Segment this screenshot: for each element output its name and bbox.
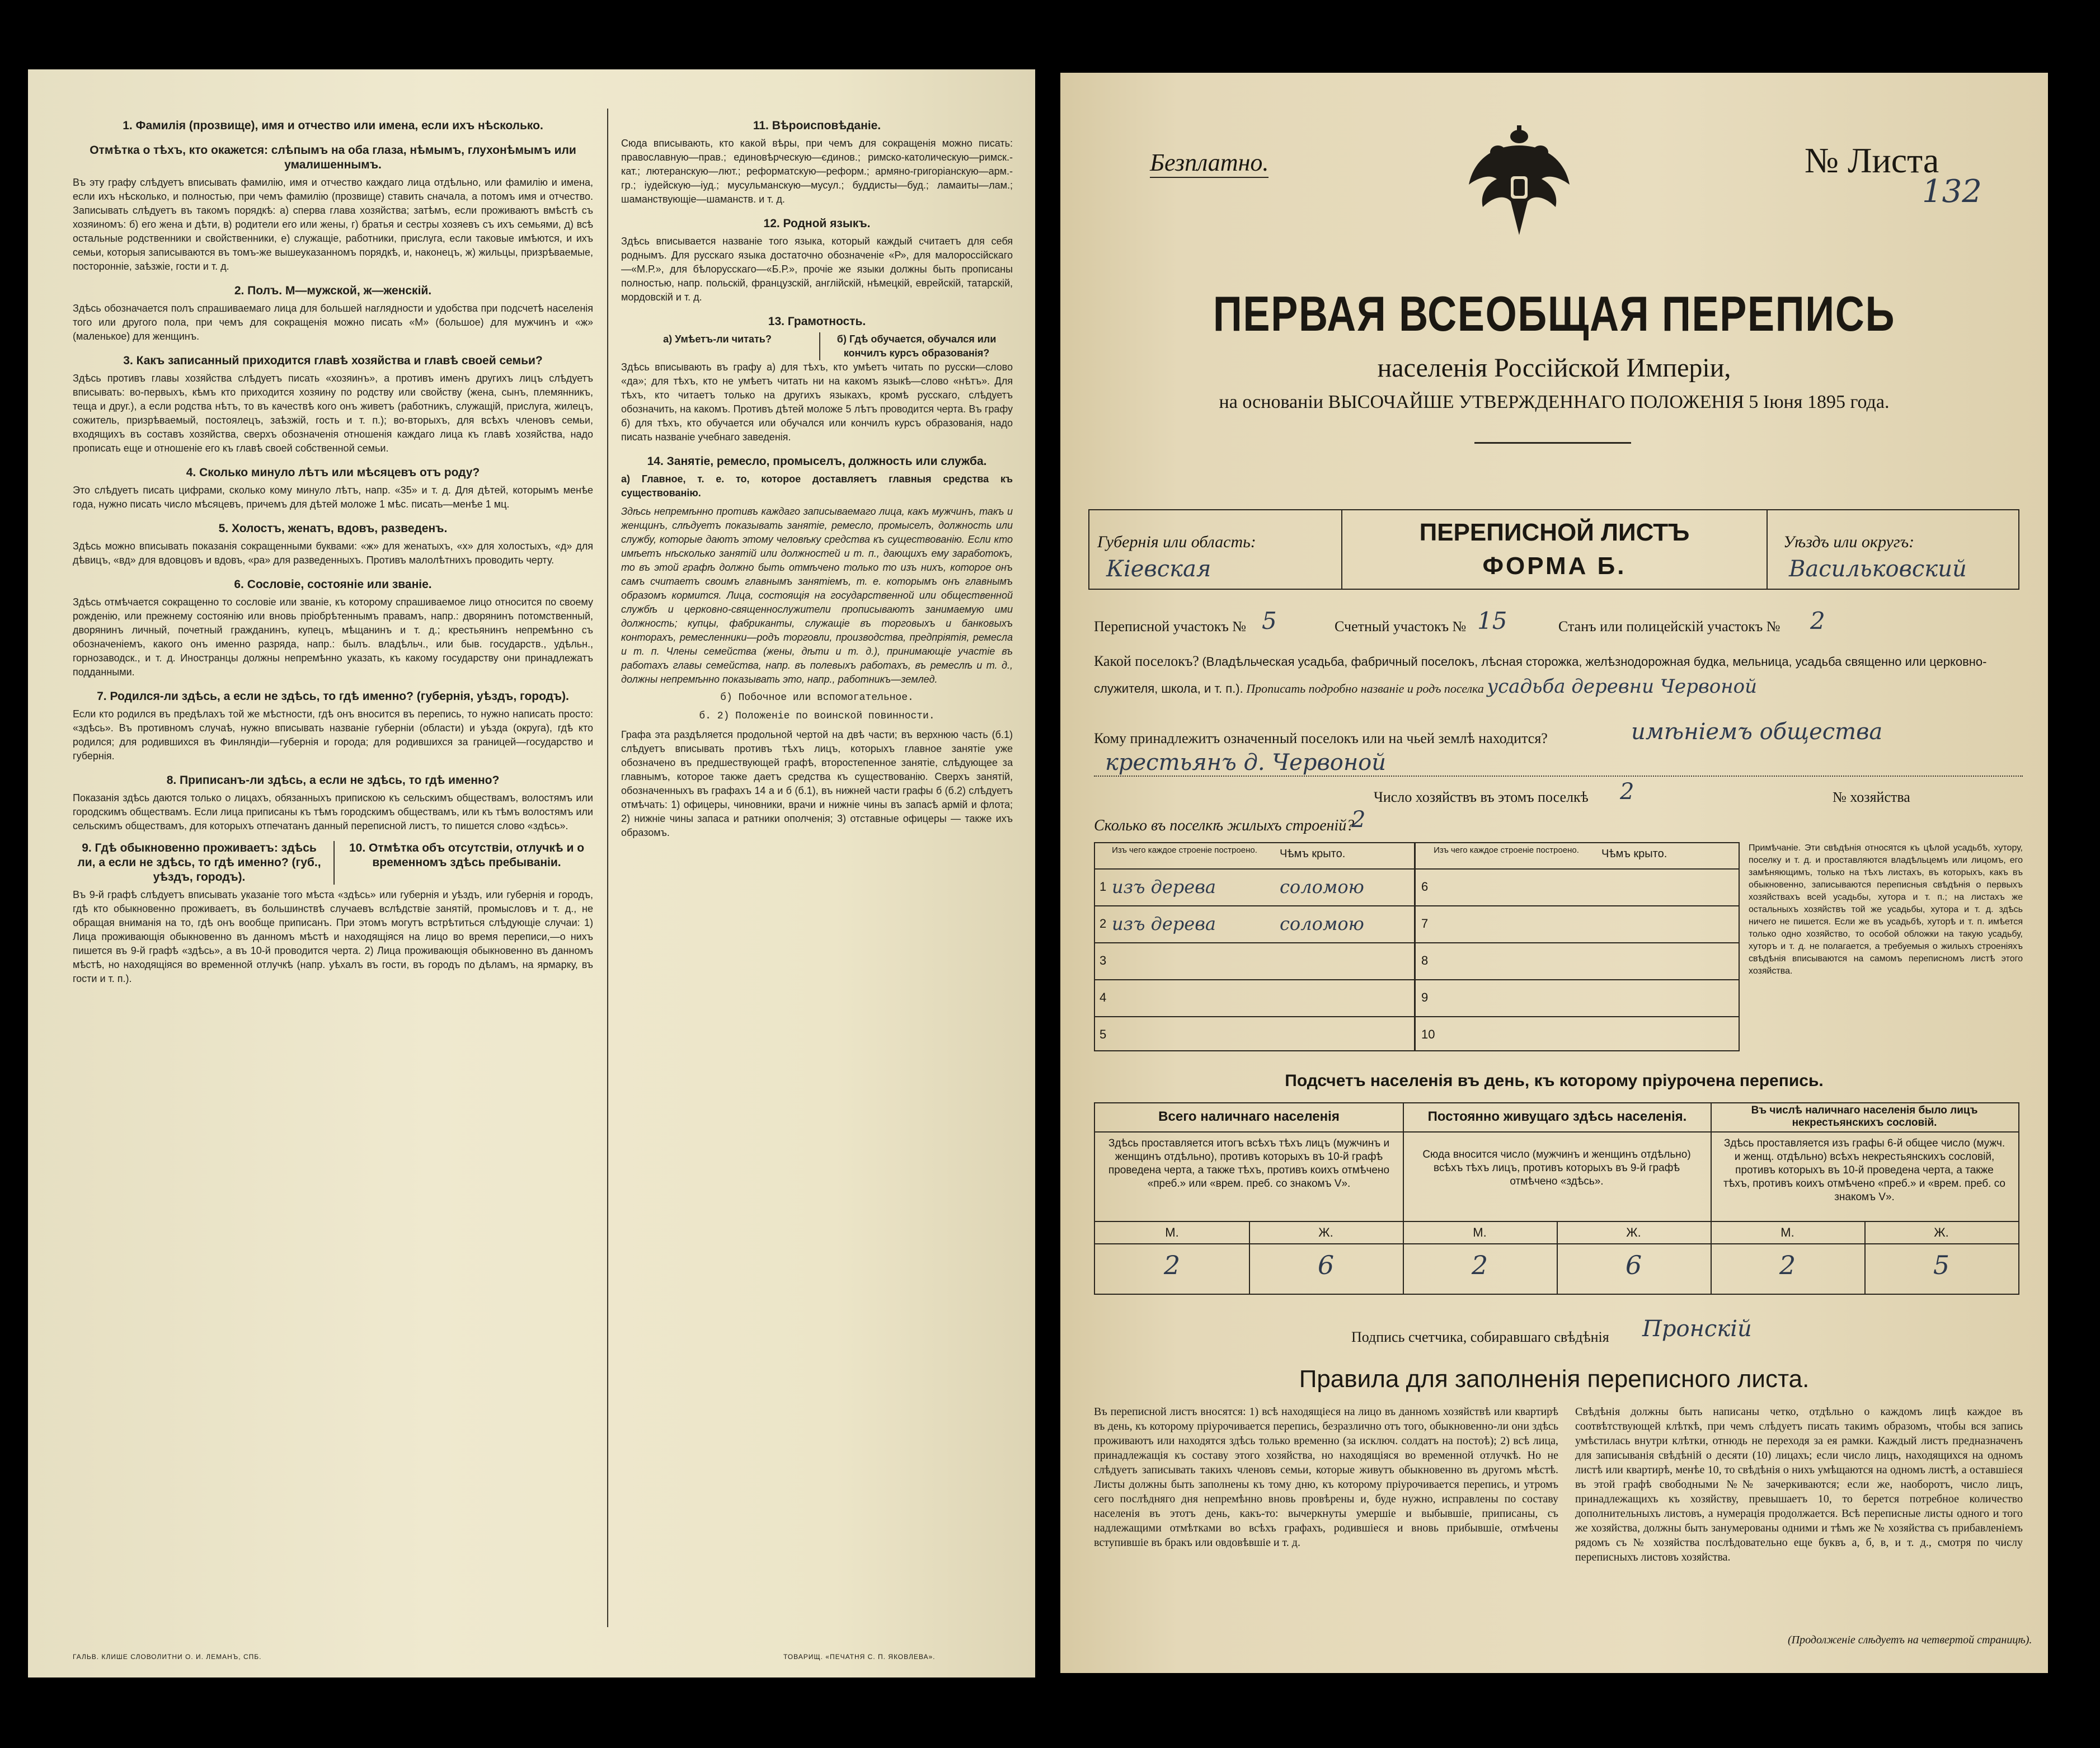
- main-title: ПЕРВАЯ ВСЕОБЩАЯ ПЕРЕПИСЬ: [1213, 286, 1896, 341]
- building-row-empty: [1416, 1016, 1739, 1053]
- podschet-title: Подсчетъ населенія въ день, къ которому пріурочена перепись.: [1285, 1072, 1824, 1090]
- section-11-title: 11. Вѣроисповѣданіе.: [753, 119, 881, 132]
- right-footer-printer: ТОВАРИЩ. «ПЕЧАТНЯ С. П. ЯКОВЛЕВА».: [783, 1653, 936, 1661]
- buildings-rows-left: [1095, 868, 1414, 1053]
- building-row-number: 4: [1100, 990, 1107, 1004]
- building-row-number: 6: [1421, 880, 1429, 894]
- section-14-text: Здѣсь непремѣнно противъ каждаго записываемаго лица, какъ мужчинъ, такъ и женщинъ, слѣдуетъ показывать занятіе, ремесло, промыселъ, должность или службу, которые даютъ этому человѣку средства къ существованію. Если кто имѣетъ нѣсколько занятій или должностей и т. п., дающихъ ему заработокъ, то въ этой графѣ должно быть отмѣчено только то изъ нихъ, которое онъ самъ считаетъ своимъ главнымъ занятіемъ, т. е. которымъ онъ главнымъ образомъ кормится. Лица, состоящія на государственной или общественной службѣ и церковно-священнослужители прописываютъ занимаемую ими должность; купцы, фабриканты, служащіе въ торговыхъ и банковыхъ конторахъ, ремесленники—родъ торговли, производства, предпріятія, ремесла и т. п. Члены семейства (жены, дѣти и т. д.), принимающіе участіе въ работахъ главы семейства, напр. въ полевыхъ работахъ, въ ремеслѣ и т. д., должны непремѣнно показывать это, напр., работникъ—землед.: [621, 506, 1013, 685]
- poselok-hint-2: Прописать подробно названіе и родъ поселка: [1246, 682, 1484, 696]
- uezd-value: Васильковский: [1789, 556, 1967, 582]
- gubernia-label: Губернія или область:: [1097, 533, 1256, 551]
- section-5-title: 5. Холостъ, женатъ, вдовъ, разведенъ.: [218, 522, 448, 535]
- stan-label: Станъ или полицейскій участокъ №: [1558, 618, 1780, 635]
- poselok-value: усадьба деревни Червоной: [1487, 675, 1757, 698]
- building-row-empty: [1416, 905, 1739, 942]
- podschet-rule-1: [1095, 1131, 2018, 1133]
- section-7-title: 7. Родился-ли здѣсь, а если не здѣсь, то гдѣ именно? (губернія, уѣздъ, городъ).: [97, 690, 569, 703]
- section-12-text: Здѣсь вписывается названіе того языка, который каждый считаетъ для себя роднымъ. Для русскаго языка достаточно обозначеніе «Р», для малороссійскаго—«М.Р.», для бѣлорусскаго—«Б.Р.», прочіе же языки должны быть прописаны полностью, напр. польскій, французскій, англійскій, нѣмецкій, еврейскій, татарскій, мордовскій и т. д.: [621, 236, 1013, 303]
- komu-label: Кому принадлежитъ означенный поселокъ или на чьей землѣ находится?: [1094, 730, 1548, 746]
- poselok-label: Какой поселокъ?: [1094, 653, 1199, 669]
- count-value: 6: [1317, 1250, 1335, 1280]
- stroeniy-label: Сколько въ поселкѣ жилыхъ строеній?: [1094, 817, 1355, 834]
- subtitle-2: на основаніи ВЫСОЧАЙШЕ УТВЕРЖДЕННАГО ПОЛОЖЕНІЯ 5 Іюня 1895 года.: [1219, 392, 1890, 412]
- stroeniy-value: 2: [1351, 807, 1366, 833]
- chislo-value: 2: [1620, 779, 1634, 805]
- building-row-number: 5: [1100, 1027, 1107, 1041]
- rules-right-text: Свѣдѣнія должны быть написаны четко, отдѣльно о каждомъ лицѣ каждое въ соотвѣтствующей клѣткѣ, при чемъ слѣдуетъ писать такимъ образомъ, чтобы вся запись умѣстилась внутри клѣтки, отнюдь не переходя за ея рамки. Каждый листъ предназначенъ для записыванія свѣдѣній о десяти (10) лицахъ; если число лицъ, находящихся на одномъ листѣ или квартирѣ, менѣе 10, то свѣдѣнія о нихъ умѣщаются на одномъ листѣ, а оставшіеся въ этой графѣ свободными №№ зачеркиваются; если же, наоборотъ, число лицъ, принадлежащихъ къ хозяйству, превышаетъ 10, то берется потребное количество дополнительныхъ листовъ, а нумерація продолжается. Всѣ переписные листы одного и того же хозяйства, должны быть занумерованы одними и тѣмъ же № хозяйства съ прибавленіемъ рядомъ съ № хозяйства послѣдовательно еще буквъ а, б, в, и т. д., смотря по числу переписныхъ листовъ хозяйства.: [1575, 1406, 2023, 1563]
- building-row: [1095, 942, 1414, 979]
- title-rule: [1474, 442, 1631, 444]
- podschet-col1-title: Всего наличнаго населенія: [1158, 1109, 1340, 1124]
- buildings-header-material-2: Изъ чего каждое строеніе построено.: [1434, 845, 1579, 855]
- right-page-census-form: [1060, 73, 2048, 1673]
- form-header-box: [1088, 509, 2019, 590]
- left-page-instructions: [28, 69, 1035, 1677]
- left-footer-printer: ГАЛЬВ. КЛИШЕ СЛОВОЛИТНИ О. И. ЛЕМАНЪ, СПБ.: [73, 1653, 262, 1661]
- section-6-text: Здѣсь отмѣчается сокращенно то сословіе или званіе, къ которому спрашиваемое лицо относится по своему рожденію, или прежнему состоянію или вновь пріобрѣтеннымъ правамъ, напр.: дворянинъ потомственный, дворянинъ личный, почетный гражданинъ, купецъ, мѣщанинъ и т. д.; крестьянинъ непремѣнно съ обозначеніемъ, какого онъ именно разряда, напр.: былъ. владѣльч., или быв. государств., удѣльн., горнозаводск., и т. д. Иностранцы должны непремѣнно указать, къ какому государству они принадлежатъ подданными.: [73, 596, 593, 678]
- rules-left-text: Въ переписной листъ вносятся: 1) всѣ находящіеся на лицо въ данномъ хозяйствѣ или квартирѣ въ день, къ которому пріурочивается перепись, безразлично отъ того, обыкновенно-ли они здѣсь проживаютъ или находятся здѣсь только временно (за исключ. солдатъ на постоѣ); 2) всѣ лица, принадлежащія къ составу этого хозяйства, но находящіяся во временной отлучкѣ. Но не слѣдуетъ записывать такихъ членовъ семьи, которые живутъ обыкновенно въ другомъ мѣстѣ. Листы должны быть заполнены къ тому дню, къ которому пріурочивается перепись, и утромъ сего послѣдняго дня непремѣнно вновь провѣрены и, буде нужно, исправлены по составу населенія въ этотъ день, какъ-то: вычеркнуты умершіе и выбывшіе, приписаны, съ надлежащими отмѣтками во всѣхъ графахъ, родившіеся и вновь прибывшіе, отмѣчены вступившіе въ бракъ или овдовѣвшіе и т. д.: [1094, 1406, 1558, 1549]
- uchastok-value: 5: [1262, 607, 1277, 635]
- section-1-text: Въ эту графу слѣдуетъ вписывать фамилію, имя и отчество каждаго лица отдѣльно, или фамилію и имена, если ихъ нѣсколько, и полностью, при чемъ фамилію (прозвище) ставить сначала, а потомъ имя и отчество. Записывать слѣдуетъ въ такомъ порядкѣ: а) сперва глава хозяйства; затѣмъ, если проживаютъ вмѣстѣ съ хозяиномъ: б) его жена и дѣти, в) родители его или жены, г) братья и сестры хозяевъ съ ихъ семьями, д) всѣ остальные родственники и свойственники, е) служащіе, работники, прислуга, если таковые имѣются, и ихъ семьи, которыя записываются въ томъ-же вышеуказанномъ порядкѣ, и, наконецъ, ж) жильцы, призрѣваемые, посторонніе, заѣзжіе, гости и т. д.: [73, 177, 593, 272]
- building-row-empty: [1416, 942, 1739, 979]
- signature-label: Подпись счетчика, собиравшаго свѣдѣнія: [1351, 1329, 1609, 1345]
- section-2-text: Здѣсь обозначается полъ спрашиваемаго лица для большей наглядности и удобства при подсчетѣ населенія того или другого пола, при чемъ для сокращенія можно писать «М» (большое) для мужчинъ и «ж» (маленькое) для женщинъ.: [73, 303, 593, 342]
- building-material: изъ дерева: [1112, 876, 1216, 898]
- buildings-header-roof-2: Чѣмъ крыто.: [1601, 848, 1667, 860]
- count-value: 2: [1471, 1250, 1488, 1280]
- header-divider-right: [1767, 510, 1768, 589]
- stan-value: 2: [1810, 607, 1825, 635]
- building-material: изъ дерева: [1112, 913, 1216, 934]
- poselok-hint: (Владѣльческая усадьба, фабричный поселокъ, лѣсная сторожка, желѣзнодорожная будка, мельница, усадьба священно или церковно-служителя, школа, и т. п.).: [1094, 655, 1987, 696]
- podschet-col2-title: Постоянно живущаго здѣсь населенія.: [1427, 1109, 1687, 1124]
- rules-title: Правила для заполненія переписного листа.: [1299, 1365, 1810, 1393]
- section-14b: б) Побочное или вспомогательное.: [720, 692, 914, 703]
- building-row-empty: [1416, 868, 1739, 905]
- buildings-note: Примѣчаніе. Эти свѣдѣнія относятся къ цѣлой усадьбѣ, хутору, поселку и т. д. и проставляются владѣльцемъ или лицомъ, его замѣняющимъ, только на тѣхъ листахъ, въ которыхъ, какъ въ обыкновенно, записываются переписныя свѣдѣнія о первыхъ хозяйствахъ всей усадьбы, хутора и т. п.; на листахъ же остальныхъ хозяйствъ той же усадьбы, хутора и т. д. здѣсь ничего не пишется. Если же въ усадьбѣ, хуторѣ и т. п. имѣется только одно хозяйство, то особой обложки на такую усадьбу, хуторъ и т. д. не полагается, а требуемыя о жилыхъ строеніяхъ свѣдѣнія вписываются на самомъ переписномъ листѣ этого хозяйства.: [1749, 843, 2023, 976]
- male-label: М.: [1473, 1225, 1487, 1239]
- section-4-title: 4. Сколько минуло лѣтъ или мѣсяцевъ отъ роду?: [186, 466, 480, 479]
- section-13a: а) Умѣетъ-ли читать?: [663, 333, 772, 345]
- count-value: 6: [1625, 1250, 1642, 1280]
- building-row: [1095, 868, 1414, 905]
- buildings-header-roof: Чѣмъ крыто.: [1280, 848, 1346, 860]
- section-3-title: 3. Какъ записанный приходится главѣ хозяйства и главѣ своей семьи?: [123, 354, 543, 367]
- gubernia-value: Кіевская: [1106, 556, 1211, 582]
- column-divider: [607, 109, 608, 1627]
- building-row-number: 2: [1100, 917, 1107, 931]
- form-title-1: ПЕРЕПИСНОЙ ЛИСТЪ: [1419, 519, 1690, 546]
- section-9-title: 9. Гдѣ обыкновенно проживаетъ: здѣсь ли, а если не здѣсь, то гдѣ именно? (губ., уѣздъ, городъ).: [77, 842, 321, 884]
- building-row-number: 7: [1421, 917, 1429, 931]
- building-row-number: 10: [1421, 1027, 1435, 1041]
- podschet-col1-text: Здѣсь проставляется итогъ всѣхъ тѣхъ лицъ (мужчинъ и женщинъ отдѣльно), противъ которыхъ въ 10-й графѣ проведена черта, а также тѣхъ, противъ коихъ отмѣчено «преб.» или «врем. преб. со знакомъ V».: [1108, 1138, 1390, 1190]
- section-14-text-2: Графа эта раздѣляется продольной чертой на двѣ части; въ верхнюю часть (б.1) слѣдуетъ вписывать противъ тѣхъ лицъ, которыхъ главное занятіе уже обозначено въ предшествующей графѣ, второстепенное занятіе, слѣдующее за главнымъ, которое также даетъ средства къ существованію. Сверхъ занятій, обозначенныхъ въ графахъ 14 а и б (б.1), въ нижней части графы б (б.2) слѣдуетъ отмѣчать: 1) офицеры, чиновники, врачи и нижніе чины въ запасѣ армій и флота; 2) нижніе чины запаса и ратники ополченія; 3) отставные офицеры — также ихъ образомъ.: [621, 729, 1013, 838]
- section-14c: б. 2) Положеніе по воинской повинности.: [699, 711, 935, 722]
- subtitle-1: населенія Россійской Имперіи,: [1377, 353, 1731, 383]
- section-1-subtitle: Отмѣтка о тѣхъ, кто окажется: слѣпымъ на оба глаза, нѣмымъ, глухонѣмымъ или умалишеннымъ.: [90, 144, 576, 171]
- building-row-number: 1: [1100, 880, 1107, 894]
- uezd-label: Уѣздъ или округъ:: [1783, 533, 1915, 551]
- building-row: [1095, 979, 1414, 1016]
- schet-label: Счетный участокъ №: [1335, 618, 1467, 635]
- count-value: 2: [1163, 1250, 1181, 1280]
- section-5-text: Здѣсь можно вписывать показанія сокращенными буквами: «ж» для женатыхъ, «х» для холостыхъ, «д» для дѣвицъ, «вд» для вдовцовъ и вдовъ, «ра» для разведенныхъ. Противъ малолѣтнихъ проводить черту.: [73, 541, 593, 566]
- schet-value: 15: [1477, 607, 1507, 635]
- section-11-text: Сюда вписывають, кто какой вѣры, при чемъ для сокращенія можно писать: православную—прав.; единовѣрческую—єдинов.; римско-католическую—римск.-кат.; лютеранскую—лют.; реформатскую—реформ.; армяно-григоріанскую—арм.-гр.; іудейскую—іуд.; мусульманскую—мусул.; буддисты—буд.; ламаиты—лам.; шаманствующіе—шаманств. и т. д.: [621, 138, 1013, 205]
- buildings-header-material: Изъ чего каждое строеніе построено.: [1112, 845, 1257, 855]
- imperial-eagle-icon: [1463, 123, 1575, 246]
- komu-value-2: крестьянъ д. Червоной: [1094, 750, 2023, 777]
- section-4-text: Это слѣдуетъ писать цифрами, сколько кому минуло лѣтъ, напр. «35» и т. д. Для дѣтей, которымъ менѣе года, нужно писать число мѣсяцевъ, причемъ для дѣтей моложе 1 мѣс. писать—менѣе 1 мц.: [73, 485, 593, 510]
- building-row-number: 9: [1421, 990, 1429, 1004]
- building-roof: соломою: [1280, 876, 1364, 898]
- buildings-rows-right: [1416, 868, 1739, 1053]
- form-title-2: ФОРМА Б.: [1482, 552, 1627, 580]
- section-14-sub: а) Главное, т. е. то, которое доставляетъ главныя средства къ существованію.: [621, 473, 1013, 499]
- chislo-label: Число хозяйствъ въ этомъ поселкѣ: [1374, 789, 1589, 805]
- section-13-text: Здѣсь вписывають въ графу а) для тѣхъ, кто умѣетъ читать по русски—слово «да»; для тѣхъ, кто не умѣетъ читать ни на какомъ языкѣ—слово «нѣтъ». Для тѣхъ, кто читаетъ только на другихъ языкахъ, кромѣ русскаго, слѣдуетъ обозначить, на какомъ. Противъ дѣтей моложе 5 лѣтъ проводится черта. Въ графу б) для тѣхъ, кто обучается или обучался или кончилъ курсъ образованія, надо писать названіе учебнаго заведенія.: [621, 361, 1013, 443]
- female-label: Ж.: [1934, 1225, 1949, 1239]
- male-label: М.: [1780, 1225, 1794, 1239]
- section-8-text: Показанія здѣсь даются только о лицахъ, обязанныхъ припискою къ сельскимъ обществамъ, волостямъ или городскимъ обществамъ. Если лица приписаны къ тѣмъ городскимъ обществамъ, или къ тѣмъ волостямъ или сельскимъ обществамъ, для которыхъ отпечатанъ данный переписной листъ, то пишется слово «здѣсь».: [73, 792, 593, 831]
- building-row: [1095, 1016, 1414, 1053]
- free-label: Безплатно.: [1150, 148, 1269, 178]
- section-9-text: Въ 9-й графѣ слѣдуетъ вписывать указаніе того мѣста «здѣсь» или губернія и уѣздъ, или губернія и городъ, гдѣ кто обыкновенно проживаетъ, въ большинствѣ случаевъ вслѣдствіе занятій, промысловъ и т. д., не обращая вниманія на то, гдѣ онъ вообще приписанъ. При этомъ могутъ встрѣтиться слѣдующіе случаи: 1) Лица проживающія обыкновенно въ данномъ мѣстѣ и находящіяся на лицо во время переписи,—о нихъ пишется въ 9-й графѣ «здѣсь», а въ 10-й проводится черта. 2) Лица проживающія обыкновенно въ данномъ мѣстѣ, но находящіяся во временной отлучкѣ (напр. уѣхалъ въ гости, въ городъ по дѣламъ, на ярмарку, въ гости и т. п.).: [73, 889, 593, 984]
- left-column-2: [621, 109, 1013, 844]
- building-row: [1095, 905, 1414, 942]
- building-row-number: 8: [1421, 953, 1429, 967]
- female-label: Ж.: [1626, 1225, 1641, 1239]
- hozyaistvo-label: № хозяйства: [1833, 789, 1910, 805]
- podschet-table: [1094, 1102, 2019, 1295]
- podschet-col3-title: Въ числѣ наличнаго населенія было лицъ некрестьянскихъ сословій.: [1751, 1105, 1978, 1129]
- podschet-col3-text: Здѣсь проставляется изъ графы 6-й общее число (мужч. и женщ. отдѣльно) всѣхъ некрестьянскихъ сословій, противъ которыхъ въ 10-й проведена черта, а также тѣхъ, противъ коихъ отмѣчено «преб.» и «врем. преб. со знакомъ V».: [1723, 1138, 2005, 1203]
- count-value: 2: [1779, 1250, 1796, 1280]
- section-8-title: 8. Приписанъ-ли здѣсь, а если не здѣсь, то гдѣ именно?: [166, 774, 500, 787]
- buildings-table: [1094, 842, 1740, 1051]
- male-label: М.: [1165, 1225, 1179, 1239]
- sheet-number-label: № Листа: [1805, 140, 1939, 180]
- section-2-title: 2. Полъ. М—мужской, ж—женскій.: [234, 284, 432, 297]
- section-6-title: 6. Сословіе, состояніе или званіе.: [234, 578, 432, 591]
- section-13b: б) Гдѣ обучается, обучался или кончилъ курсъ образованія?: [819, 332, 1013, 360]
- building-row-empty: [1416, 979, 1739, 1016]
- sheet-number-value: 132: [1922, 173, 1982, 210]
- poselok-block: [1094, 649, 2012, 701]
- count-value: 5: [1933, 1250, 1950, 1280]
- signature-value: Пронскій: [1642, 1316, 1752, 1342]
- building-roof: соломою: [1280, 913, 1364, 934]
- female-label: Ж.: [1318, 1225, 1333, 1239]
- section-3-text: Здѣсь противъ главы хозяйства слѣдуетъ писать «хозяинъ», а противъ именъ другихъ лицъ слѣдуетъ вписывать: во-первыхъ, кѣмъ кто приходится хозяину по родству или свойству (жена, сынъ, племянникъ, теща и друг.), а если родства нѣтъ, то въ качествѣ кого онъ живетъ (работникъ, служащій, прислуга, жилецъ, сожитель, призрѣваемый, постоялецъ, заѣзжій, гость и т. п.); во-вторыхъ, для всѣхъ членовъ семьи, входящихъ въ составъ хозяйства, сверхъ обозначенія отношенія каждаго лица къ главѣ хозяйства, надо прописать еще и отношеніе его къ главѣ своей собственной семьи.: [73, 373, 593, 454]
- podschet-col2-text: Сюда вносится число (мужчинъ и женщинъ отдѣльно) всѣхъ тѣхъ лицъ, противъ которыхъ въ 9-й графѣ отмѣчено «здѣсь».: [1422, 1149, 1691, 1187]
- continued-note: (Продолженіе слѣдуетъ на четвертой страницѣ).: [1788, 1634, 2032, 1646]
- section-14-title: 14. Занятіе, ремесло, промыселъ, должность или служба.: [647, 455, 987, 468]
- section-12-title: 12. Родной языкъ.: [763, 217, 871, 230]
- section-7-text: Если кто родился въ предѣлахъ той же мѣстности, гдѣ онъ вносится въ перепись, то нужно написать просто: «здѣсь». Въ противномъ случаѣ, нужно вписывать названіе губерніи (области) и уѣзда (округа), гдѣ кто родился; для родившихся въ Финляндіи—губернія и города; для родившихся за границей—государство и губернія.: [73, 708, 593, 762]
- section-1-title: 1. Фамилія (прозвище), имя и отчество или имена, если ихъ нѣсколько.: [123, 119, 543, 132]
- section-10-title: 10. Отмѣтка объ отсутствіи, отлучкѣ и о временномъ здѣсь пребываніи.: [333, 841, 593, 885]
- uchastok-label: Переписной участокъ №: [1094, 618, 1247, 635]
- building-row-number: 3: [1100, 953, 1107, 967]
- section-13-title: 13. Грамотность.: [768, 315, 866, 328]
- left-column-1: [73, 109, 593, 990]
- komu-value-1: имѣніемъ общества: [1631, 719, 1883, 745]
